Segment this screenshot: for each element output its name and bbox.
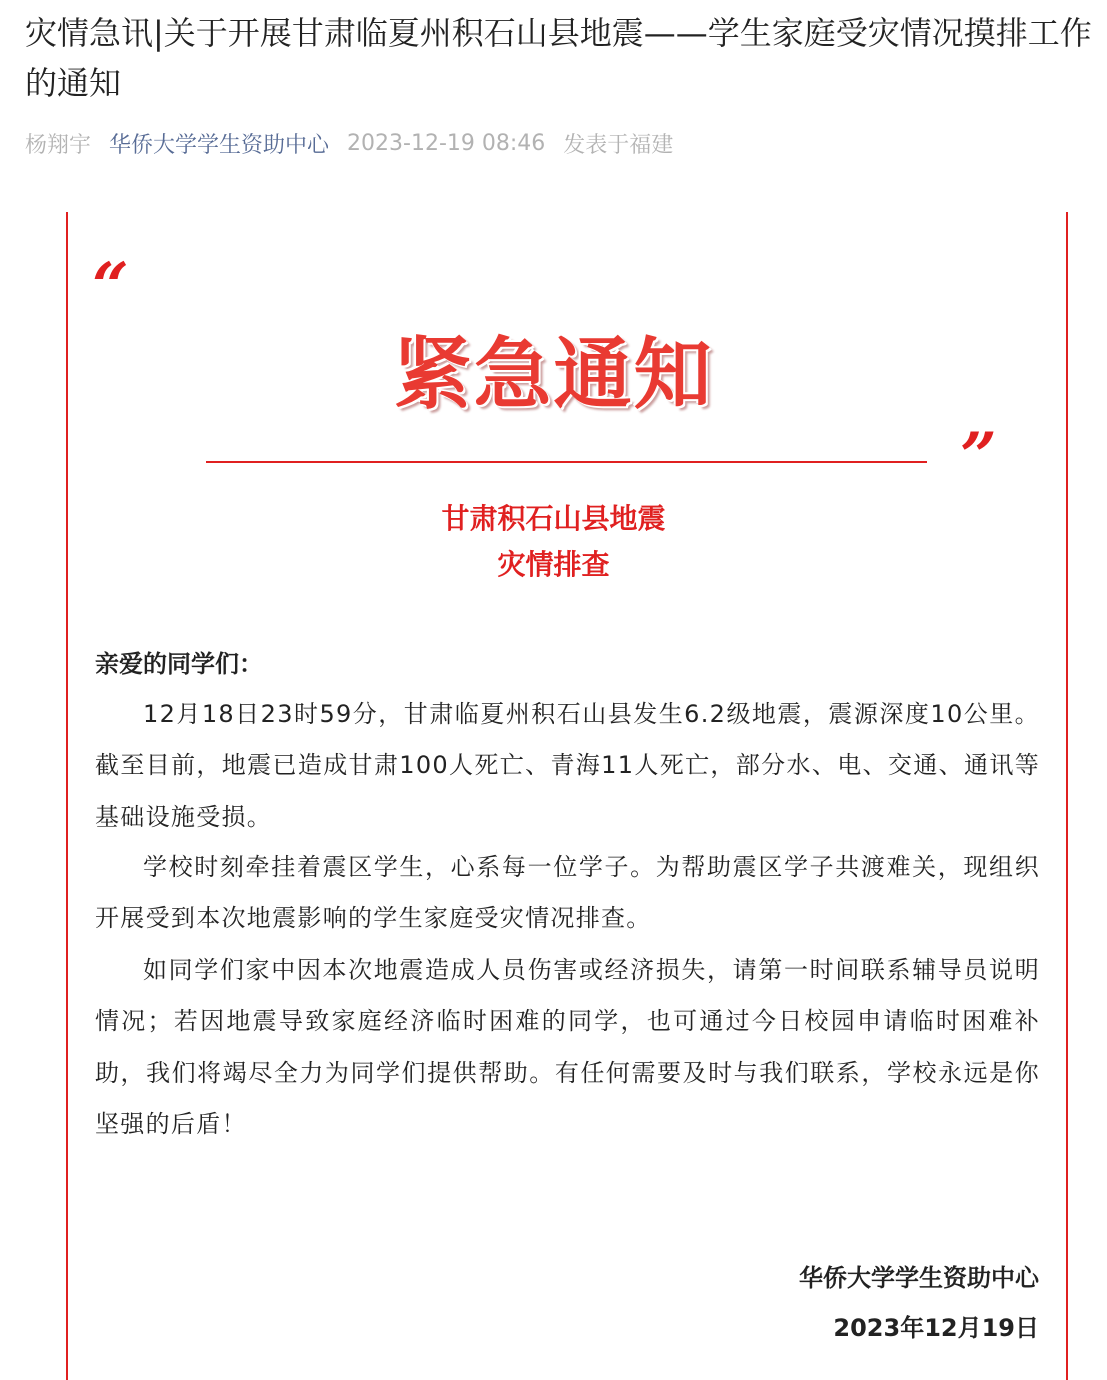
- account-name-link[interactable]: 华侨大学学生资助中心: [109, 132, 330, 158]
- publish-datetime: 2023-12-19 08:46: [347, 130, 546, 156]
- heading-divider: [206, 461, 927, 463]
- notice-subtitle-line1: 甘肃积石山县地震: [441, 502, 666, 535]
- notice-subtitle-line2: 灾情排查: [497, 548, 610, 581]
- body-paragraph-2: 学校时刻牵挂着震区学生，心系每一位学子。为帮助震区学子共渡难关，现组织开展受到本次地震影响的学生家庭受灾情况排查。: [95, 853, 1040, 933]
- greeting: 亲爱的同学们：: [95, 650, 263, 678]
- open-quote-icon: “: [92, 249, 129, 324]
- signature-organization: 华侨大学学生资助中心: [799, 1264, 1039, 1292]
- author-name: 杨翔宇: [25, 132, 92, 158]
- body-paragraph-1: 12月18日23时59分，甘肃临夏州积石山县发生6.2级地震，震源深度10公里。截至目前，地震已造成甘肃100人死亡、青海11人死亡，部分水、电、交通、通讯等基础设施受损。: [95, 700, 1040, 831]
- notice-heading: 紧急通知: [393, 330, 714, 420]
- signature-date: 2023年12月19日: [833, 1314, 1039, 1342]
- publish-location: 发表于福建: [563, 132, 674, 158]
- article-title: 灾情急讯|关于开展甘肃临夏州积石山县地震——学生家庭受灾情况摸排工作的通知: [25, 14, 1092, 102]
- body-paragraph-3: 如同学们家中因本次地震造成人员伤害或经济损失，请第一时间联系辅导员说明情况；若因地震导致家庭经济临时困难的同学，也可通过今日校园申请临时困难补助，我们将竭尽全力为同学们提供帮助。有任何需要及时与我们联系，学校永远是你坚强的后盾！: [95, 956, 1040, 1138]
- close-quote-icon: ”: [960, 419, 997, 494]
- article-meta: [25, 128, 691, 158]
